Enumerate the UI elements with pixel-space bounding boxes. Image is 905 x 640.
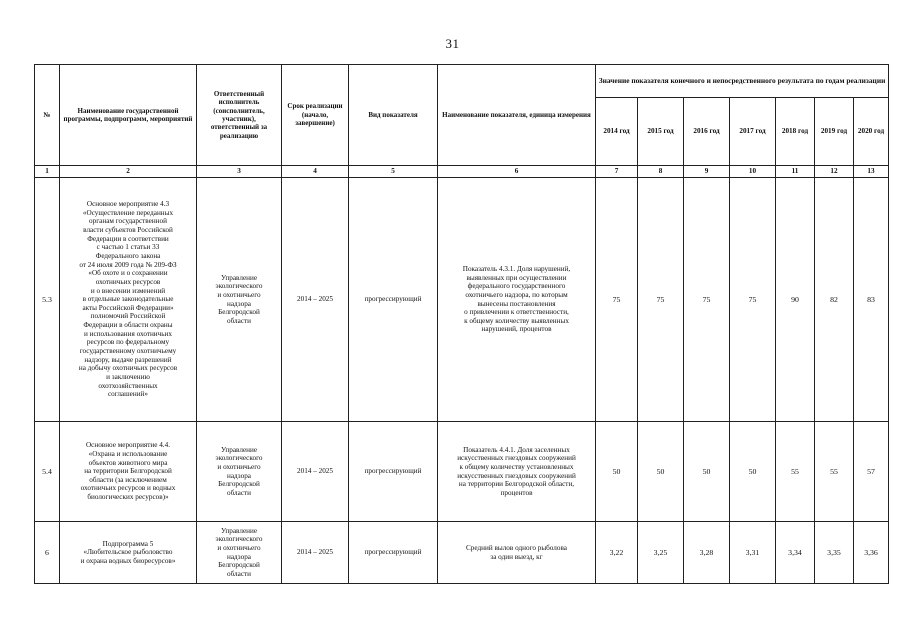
text-line: Средний вылов одного рыболова xyxy=(466,543,567,552)
text-line: надзора xyxy=(227,299,251,308)
text-line: и использования охотничьих xyxy=(84,329,172,338)
header-year: 2017 год xyxy=(730,98,776,166)
value-cell: 50 xyxy=(638,422,684,522)
text-line: Федерации в соответствии xyxy=(87,234,169,243)
text-line: Основное мероприятие 4.4. xyxy=(85,441,170,450)
value-cell: 50 xyxy=(596,422,638,522)
text-line: экологического xyxy=(215,454,263,463)
indicators-table xyxy=(34,64,889,584)
text-line: биологических ресурсов)» xyxy=(87,493,169,502)
header-year: 2018 год xyxy=(776,98,815,166)
column-number: 5 xyxy=(349,166,438,178)
value-cell: 50 xyxy=(730,422,776,522)
text-line: Управление xyxy=(220,445,258,454)
text-line: «Любительское рыболовство xyxy=(83,548,173,557)
value-cell: 75 xyxy=(684,178,730,422)
text-line: Показатель 4.4.1. Доля заселенных xyxy=(463,445,570,454)
value-cell: 3,36 xyxy=(854,522,889,584)
text-line: нарушений, процентов xyxy=(481,325,552,334)
text-line: государственному охотничьему xyxy=(79,347,177,356)
value-cell: 50 xyxy=(684,422,730,522)
text-line: Показатель 4.3.1. Доля нарушений, xyxy=(462,264,571,273)
text-line: и охрана водных биоресурсов» xyxy=(80,556,176,565)
indicator-type-cell: прогрессирующий xyxy=(349,422,438,522)
text-line: и охотничьего xyxy=(217,290,261,299)
value-cell: 55 xyxy=(776,422,815,522)
table-row xyxy=(35,522,889,584)
text-line: Белгородской xyxy=(218,561,260,570)
header-program-name: Наименование государственной программы, подпрограмм, мероприятий xyxy=(60,65,197,166)
responsible-cell xyxy=(197,178,282,422)
value-cell: 75 xyxy=(596,178,638,422)
column-number: 4 xyxy=(282,166,349,178)
text-line: и охотничьего xyxy=(217,543,261,552)
text-line: и заключению xyxy=(106,372,150,381)
text-line: области xyxy=(226,569,252,578)
column-number: 13 xyxy=(854,166,889,178)
term-cell: 2014 – 2025 xyxy=(282,522,349,584)
value-cell: 75 xyxy=(638,178,684,422)
text-line: охотничьих ресурсов xyxy=(95,277,161,286)
value-cell: 3,35 xyxy=(815,522,854,584)
indicator-name-cell xyxy=(438,522,596,584)
column-number: 3 xyxy=(197,166,282,178)
text-line: области (за исключением xyxy=(89,475,167,484)
page-number: 31 xyxy=(445,36,460,51)
header-no: № xyxy=(35,65,60,166)
text-line: на территории Белгородской области, xyxy=(458,480,575,489)
text-line: с частью 1 статьи 33 xyxy=(96,243,160,252)
text-line: ресурсов по федеральному xyxy=(86,338,170,347)
text-line: органам государственной xyxy=(89,217,167,226)
header-year: 2020 год xyxy=(854,98,889,166)
text-line: полномочий Российской xyxy=(90,312,166,321)
indicator-name-cell xyxy=(438,178,596,422)
value-cell: 55 xyxy=(815,422,854,522)
text-line: «Осуществление переданных xyxy=(82,208,174,217)
text-line: Подпрограмма 5 xyxy=(102,539,154,548)
text-line: области xyxy=(226,316,252,325)
column-number: 1 xyxy=(35,166,60,178)
text-line: от 24 июля 2009 года № 209-ФЗ xyxy=(79,260,177,269)
column-number: 9 xyxy=(684,166,730,178)
text-line: «Охрана и использование xyxy=(88,449,168,458)
text-line: за один выезд, кг xyxy=(490,552,543,561)
table-row xyxy=(35,422,889,522)
text-line: объектов животного мира xyxy=(88,458,168,467)
program-name-cell xyxy=(60,422,197,522)
program-name-cell xyxy=(60,178,197,422)
value-cell: 3,28 xyxy=(684,522,730,584)
value-cell: 57 xyxy=(854,422,889,522)
header-indicator-name: Наименование показателя, единица измерения xyxy=(438,65,596,166)
text-line: и о внесении изменений xyxy=(90,286,166,295)
table-row xyxy=(35,178,889,422)
text-line: на добычу охотничьих ресурсов xyxy=(78,364,178,373)
value-cell: 75 xyxy=(730,178,776,422)
indicator-type-cell: прогрессирующий xyxy=(349,522,438,584)
text-line: экологического xyxy=(215,282,263,291)
text-line: к общему количеству выявленных xyxy=(464,316,569,325)
text-line: экологического xyxy=(215,535,263,544)
text-line: Управление xyxy=(220,273,258,282)
responsible-cell xyxy=(197,522,282,584)
text-line: соглашений» xyxy=(107,390,148,399)
text-line: надзора xyxy=(227,471,251,480)
column-number: 10 xyxy=(730,166,776,178)
value-cell: 82 xyxy=(815,178,854,422)
text-line: Основное мероприятие 4.3 xyxy=(86,200,170,209)
responsible-cell xyxy=(197,422,282,522)
indicator-name-cell xyxy=(438,422,596,522)
column-number: 6 xyxy=(438,166,596,178)
text-line: «Об охоте и о сохранении xyxy=(88,269,168,278)
text-line: власти субъектов Российской xyxy=(83,226,173,235)
text-line: искусственных гнездовых сооружений xyxy=(457,454,576,463)
header-year: 2015 год xyxy=(638,98,684,166)
row-code: 6 xyxy=(35,522,60,584)
row-code: 5.3 xyxy=(35,178,60,422)
text-line: надзора xyxy=(227,552,251,561)
text-line: охотхозяйственных xyxy=(98,381,158,390)
header-responsible: Ответственный исполнитель (соисполнитель, участник), ответственный за реализацию xyxy=(197,65,282,166)
header-year: 2016 год xyxy=(684,98,730,166)
indicator-type-cell: прогрессирующий xyxy=(349,178,438,422)
text-line: Управление xyxy=(220,526,258,535)
value-cell: 3,22 xyxy=(596,522,638,584)
term-cell: 2014 – 2025 xyxy=(282,422,349,522)
text-line: акты Российской Федерации» xyxy=(82,303,174,312)
column-number: 12 xyxy=(815,166,854,178)
term-cell: 2014 – 2025 xyxy=(282,178,349,422)
text-line: охотничьих ресурсов и водных xyxy=(80,484,176,493)
text-line: Федерации в области охраны xyxy=(83,321,173,330)
text-line: искусственных гнездовых сооружений xyxy=(457,471,576,480)
header-year: 2014 год xyxy=(596,98,638,166)
text-line: и охотничьего xyxy=(217,462,261,471)
text-line: к общему количеству установленных xyxy=(459,462,574,471)
header-indicator-type: Вид показателя xyxy=(349,65,438,166)
text-line: Белгородской xyxy=(218,480,260,489)
text-line: в отдельные законодательные xyxy=(82,295,174,304)
column-numbers-row xyxy=(35,166,889,178)
text-line: Белгородской xyxy=(218,308,260,317)
value-cell: 3,25 xyxy=(638,522,684,584)
text-line: охотничьего надзора, по которым xyxy=(465,290,568,299)
header-term: Срок реализации (начало, завершение) xyxy=(282,65,349,166)
row-code: 5.4 xyxy=(35,422,60,522)
header-year: 2019 год xyxy=(815,98,854,166)
value-cell: 3,34 xyxy=(776,522,815,584)
value-cell: 90 xyxy=(776,178,815,422)
text-line: области xyxy=(226,488,252,497)
text-line: надзору, выдаче разрешений xyxy=(84,355,172,364)
text-line: на территории Белгородской xyxy=(84,467,172,476)
value-cell: 3,31 xyxy=(730,522,776,584)
text-line: федерального государственного xyxy=(467,282,566,291)
program-name-cell xyxy=(60,522,197,584)
column-number: 7 xyxy=(596,166,638,178)
text-line: выявленных при осуществлении xyxy=(466,273,567,282)
column-number: 2 xyxy=(60,166,197,178)
column-number: 8 xyxy=(638,166,684,178)
column-number: 11 xyxy=(776,166,815,178)
text-line: вынесены постановления xyxy=(477,299,556,308)
text-line: Федерального закона xyxy=(95,251,161,260)
text-line: процентов xyxy=(500,488,533,497)
header-row xyxy=(35,65,889,98)
header-years-caption: Значение показателя конечного и непосредственного результата по годам реализации xyxy=(596,65,889,98)
text-line: о привлечении к ответственности, xyxy=(464,308,569,317)
value-cell: 83 xyxy=(854,178,889,422)
